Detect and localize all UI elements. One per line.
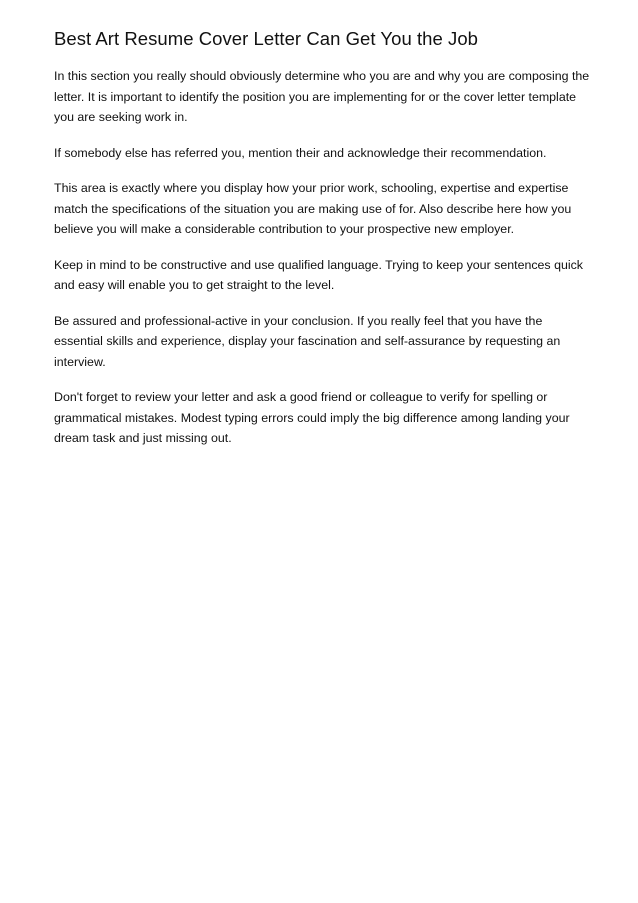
paragraph-introduction: In this section you really should obviously determine who you are and why you are composing the letter. It is important to identify the position you are implementing for or the cover letter template you are seeking work in. xyxy=(54,69,590,124)
paragraph-experience: This area is exactly where you display how your prior work, schooling, expertise and expertise match the specifications of the situation you are making use of for. Also describe here how you believe you will make a considerable contribution to your prospective new employer. xyxy=(54,181,572,236)
document-page xyxy=(54,26,594,464)
paragraph-conclusion: Be assured and professional-active in your conclusion. If you really feel that you have the essential skills and experience, display your fascination and self-assurance by requesting an interview. xyxy=(54,313,561,369)
document-title: Best Art Resume Cover Letter Can Get You the Job xyxy=(54,28,479,49)
paragraph-proofreading: Don't forget to review your letter and ask a good friend or colleague to verify for spelling or grammatical mistakes. Modest typing errors could imply the big difference among landing your dream task and just missing out. xyxy=(54,390,570,445)
paragraph-language: Keep in mind to be constructive and use qualified language. Trying to keep your sentences quick and easy will enable you to get straight to the level. xyxy=(54,257,583,292)
paragraph-referral: If somebody else has referred you, mention their and acknowledge their recommendation. xyxy=(54,145,547,160)
